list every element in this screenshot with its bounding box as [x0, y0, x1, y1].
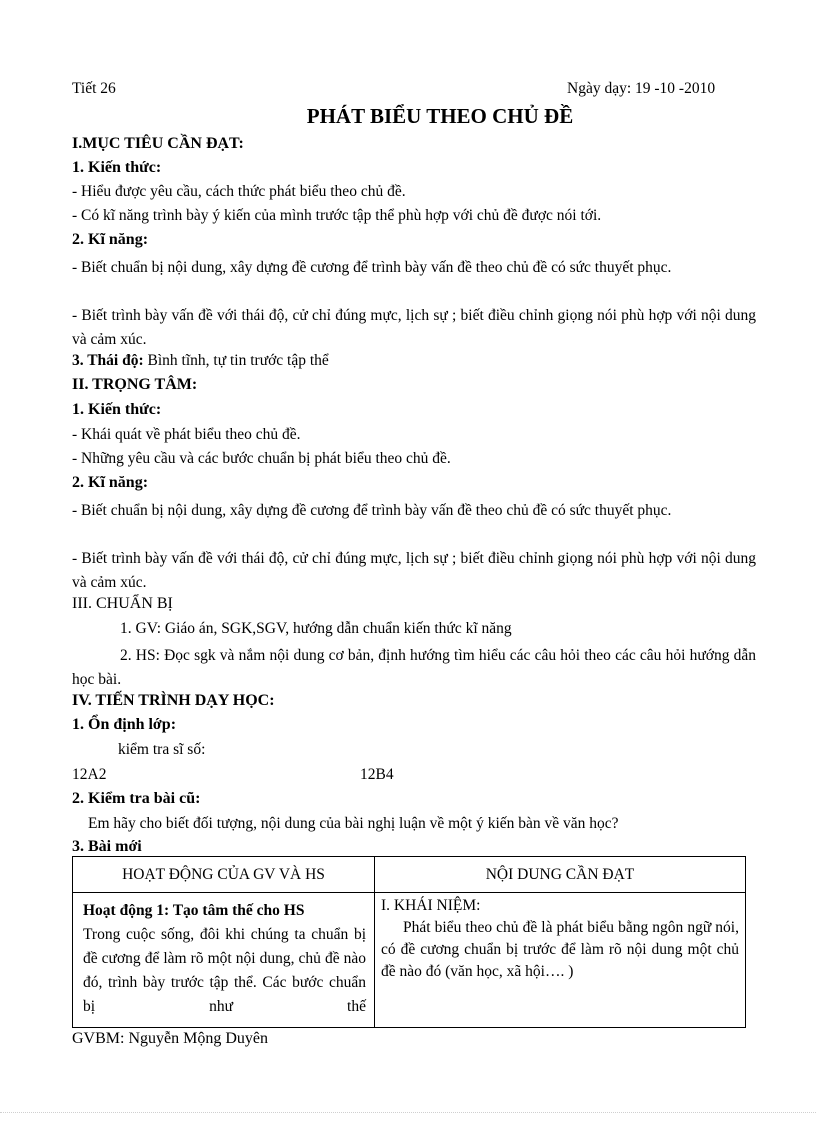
focus-skills-heading: 2. Kĩ năng:: [72, 474, 149, 491]
objectives-skills-item: - Biết trình bày vấn đề với thái độ, cử chỉ đúng mực, lịch sự ; biết điều chỉnh giọng nói phù hợp với nội dung và cảm xúc.: [72, 307, 756, 348]
preparation-students: 2. HS: Đọc sgk và nắm nội dung cơ bản, định hướng tìm hiểu các câu hỏi theo các câu hỏi hướng dẫn học bài.: [72, 647, 756, 688]
objectives-attitude: [72, 352, 329, 370]
teaching-date: Ngày dạy: 19 -10 -2010: [567, 80, 716, 97]
procedure-step-3-heading: 3. Bài mới: [72, 838, 142, 855]
class-name: 12A2: [72, 766, 107, 783]
table-header-row: [73, 857, 746, 893]
focus-skills-item: - Biết chuẩn bị nội dung, xây dựng đề cương để trình bày vấn đề theo chủ đề có sức thuyết phục.: [72, 502, 672, 519]
teacher-signature: GVBM: Nguyễn Mộng Duyên: [72, 1030, 268, 1047]
objectives-knowledge-item: - Hiểu được yêu cầu, cách thức phát biểu theo chủ đề.: [72, 183, 406, 200]
activity-cell: [73, 893, 375, 1028]
objectives-skills-heading: 2. Kĩ năng:: [72, 231, 149, 248]
focus-knowledge-heading: 1. Kiến thức:: [72, 401, 162, 418]
objectives-skills-item: - Biết chuẩn bị nội dung, xây dựng đề cương để trình bày vấn đề theo chủ đề có sức thuyết phục.: [72, 259, 672, 276]
section-focus-heading: II. TRỌNG TÂM:: [72, 376, 198, 393]
preparation-teacher: 1. GV: Giáo án, SGK,SGV, hướng dẫn chuẩn kiến thức kĩ năng: [120, 620, 512, 637]
review-question: Em hãy cho biết đối tượng, nội dung của bài nghị luận về một ý kiến bàn về văn học?: [88, 815, 619, 832]
content-cell: [375, 893, 746, 1028]
procedure-step-1-heading: 1. Ổn định lớp:: [72, 716, 177, 733]
objectives-knowledge-item: - Có kĩ năng trình bày ý kiến của mình trước tập thể phù hợp với chủ đề được nói tới.: [72, 207, 602, 224]
focus-knowledge-item: - Khái quát về phát biểu theo chủ đề.: [72, 426, 301, 443]
section-objectives-heading: I.MỤC TIÊU CẦN ĐẠT:: [72, 135, 244, 152]
page-bottom-divider: [0, 1112, 816, 1113]
focus-skills-item: - Biết trình bày vấn đề với thái độ, cử chỉ đúng mực, lịch sự ; biết điều chỉnh giọng nói phù hợp với nội dung và cảm xúc.: [72, 550, 756, 591]
lesson-table: [72, 856, 746, 1028]
activity-text: Trong cuộc sống, đôi khi chúng ta chuẩn bị đề cương để làm rõ một nội dung, chủ đề nào đó, trình bày trước tập thể. Các bước chuẩn bị như thế: [83, 926, 366, 1015]
focus-knowledge-item: - Những yêu cầu và các bước chuẩn bị phát biểu theo chủ đề.: [72, 450, 451, 467]
objectives-knowledge-heading: 1. Kiến thức:: [72, 159, 162, 176]
lesson-number: Tiết 26: [72, 80, 116, 97]
class-name: 12B4: [360, 766, 394, 783]
procedure-step-2-heading: 2. Kiểm tra bài cũ:: [72, 790, 201, 807]
attitude-text: Bình tĩnh, tự tin trước tập thể: [143, 352, 329, 369]
activity-title: Hoạt động 1: Tạo tâm thế cho HS: [83, 902, 305, 919]
roll-call: kiểm tra sĩ số:: [118, 741, 206, 758]
section-procedure-heading: IV. TIẾN TRÌNH DẠY HỌC:: [72, 692, 275, 709]
content-heading: I. KHÁI NIỆM:: [381, 897, 481, 914]
table-row: [73, 893, 746, 1028]
content-text: Phát biểu theo chủ đề là phát biểu bằng ngôn ngữ nói, có đề cương chuẩn bị trước để làm rõ nội dung một chủ đề nào đó (văn học, xã hội…. ): [381, 919, 739, 980]
column-header: NỘI DUNG CẦN ĐẠT: [375, 857, 746, 893]
column-header: HOẠT ĐỘNG CỦA GV VÀ HS: [73, 857, 375, 893]
section-preparation-heading: III. CHUẨN BỊ: [72, 595, 173, 612]
attitude-label: 3. Thái độ:: [72, 352, 144, 369]
page-title: PHÁT BIỂU THEO CHỦ ĐỀ: [306, 104, 574, 128]
